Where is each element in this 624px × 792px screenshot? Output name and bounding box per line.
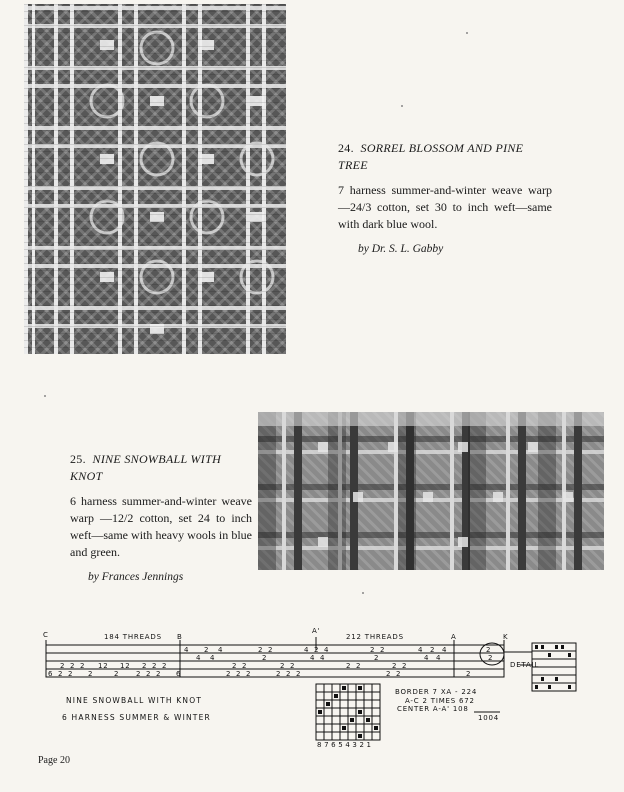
row2-5: 2 [374, 654, 380, 662]
row4-17: 6 [176, 670, 182, 678]
row3-1: 2 [70, 662, 76, 670]
thread-count-1: 184 THREADS [104, 633, 162, 641]
row4-9: 2 [236, 670, 242, 678]
row3-13: 2 [356, 662, 362, 670]
row3-7: 2 [162, 662, 168, 670]
row2-7: 4 [436, 654, 442, 662]
row4-12: 2 [286, 670, 292, 678]
paper-speck [362, 592, 364, 594]
row3-6: 2 [152, 662, 158, 670]
row2-4: 4 [320, 654, 326, 662]
row1-9: 2 [380, 646, 386, 654]
page-number: Page 20 [38, 755, 70, 766]
plate-25-title-text: NINE SNOWBALL WITH KNOT [70, 452, 222, 483]
tieup-numbers: 8 7 6 5 4 3 2 1 [317, 741, 372, 749]
row4-14: 2 [386, 670, 392, 678]
plate-25-description: 6 harness summer-and-winter weave warp —12/2 cotton, set 24 to inch weft—same with heavy wools in blue and green. [70, 494, 252, 559]
row4-11: 2 [276, 670, 282, 678]
plate-25-author: by Frances Jennings [88, 571, 184, 583]
row2-6: 4 [424, 654, 430, 662]
row3-11: 2 [290, 662, 296, 670]
row4-7: 2 [156, 670, 162, 678]
row4-16: 2 [466, 670, 472, 678]
row4-1: 2 [58, 670, 64, 678]
row3-10: 2 [280, 662, 286, 670]
marker-a-prime: A' [312, 627, 321, 635]
marker-a: A [451, 633, 457, 641]
row4-2: 2 [68, 670, 74, 678]
row4-15: 2 [396, 670, 402, 678]
row1-5: 4 [304, 646, 310, 654]
row1-7: 4 [324, 646, 330, 654]
row3-0: 2 [60, 662, 66, 670]
row4-13: 2 [296, 670, 302, 678]
row1-13: 2 [486, 646, 492, 654]
plate-24-title-text: SORREL BLOSSOM AND PINE TREE [338, 141, 524, 172]
row3-4: 12 [120, 662, 131, 670]
paper-speck [401, 105, 403, 107]
row4-4: 2 [114, 670, 120, 678]
row2-1: 4 [210, 654, 216, 662]
row1-1: 2 [204, 646, 210, 654]
row4-6: 2 [146, 670, 152, 678]
row3-2: 2 [80, 662, 86, 670]
row3-9: 2 [242, 662, 248, 670]
draft-name: NINE SNOWBALL WITH KNOT [66, 696, 203, 705]
row3-5: 2 [142, 662, 148, 670]
row4-10: 2 [246, 670, 252, 678]
row4-5: 2 [136, 670, 142, 678]
marker-k: K [503, 633, 509, 641]
row3-15: 2 [402, 662, 408, 670]
row1-6: 2 [314, 646, 320, 654]
plate-25-number: 25. [70, 452, 86, 466]
plate-24-author: by Dr. S. L. Gabby [358, 243, 444, 255]
row3-3: 12 [98, 662, 109, 670]
row3-14: 2 [392, 662, 398, 670]
row1-12: 4 [442, 646, 448, 654]
row2-2: 2 [262, 654, 268, 662]
draft-harness: 6 HARNESS SUMMER & WINTER [62, 713, 211, 722]
marker-c: C [43, 631, 49, 639]
row1-2: 4 [218, 646, 224, 654]
row4-3: 2 [88, 670, 94, 678]
row1-0: 4 [184, 646, 190, 654]
paper-speck [466, 32, 468, 34]
ac-line: A-C 2 TIMES 672 [405, 697, 475, 705]
row2-8: 2 [488, 654, 494, 662]
row1-10: 4 [418, 646, 424, 654]
plate-24-number: 24. [338, 141, 354, 155]
thread-count-2: 212 THREADS [346, 633, 404, 641]
row2-0: 4 [196, 654, 202, 662]
detail-label: DETAIL [510, 661, 540, 669]
border-line: BORDER 7 XA - 224 [395, 688, 478, 696]
row1-4: 2 [268, 646, 274, 654]
plate-24-description: 7 harness summer-and-winter weave warp—24/3 cotton, set 30 to inch weft—same with dark blue wool. [338, 183, 552, 231]
center-line: CENTER A-A' 108 [397, 705, 469, 713]
row3-12: 2 [346, 662, 352, 670]
row3-8: 2 [232, 662, 238, 670]
paper-speck [44, 395, 46, 397]
row2-3: 4 [310, 654, 316, 662]
marker-b: B [177, 633, 183, 641]
row1-3: 2 [258, 646, 264, 654]
row1-11: 2 [430, 646, 436, 654]
total-line: 1004 [478, 714, 500, 722]
row4-0: 6 [48, 670, 54, 678]
row1-8: 2 [370, 646, 376, 654]
row4-8: 2 [226, 670, 232, 678]
